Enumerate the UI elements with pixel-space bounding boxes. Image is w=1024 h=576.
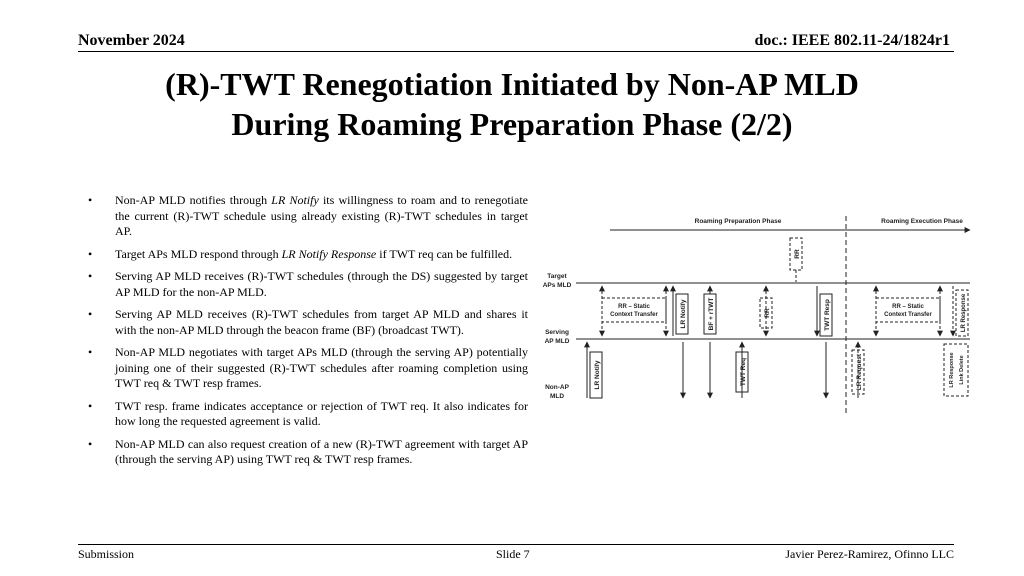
bf-rtwt-label: BF + rTWT <box>708 297 715 331</box>
rr-static-box-1 <box>602 298 666 322</box>
footer-author: Javier Perez-Ramirez, Ofinno LLC <box>785 547 954 561</box>
bullet-item: • TWT resp. frame indicates acceptance or rejection of TWT req. It also indicates for how long the requested agreement is valid. <box>88 398 528 428</box>
bullet-item: • Non-AP MLD can also request creation of a new (R)-TWT agreement with target AP (through the serving AP) using TWT req & TWT resp frames. <box>88 436 528 466</box>
lane-target-label-2: APs MLD <box>542 282 572 289</box>
bullet-item: • Non-AP MLD negotiates with target APs MLD (through the serving AP) potentially joining one of their suggested (R)-TWT schedules after roaming completion using TWT req & TWT resp frames. <box>88 345 528 390</box>
bullet-item: • Serving AP MLD receives (R)-TWT schedules (through the DS) suggested by target AP MLD for the non-AP MLD. <box>88 269 528 299</box>
lr-response-label-2: LR Response <box>949 352 955 388</box>
rr-static-label-2: Context Transfer <box>610 312 658 318</box>
rr-top-label: RR <box>794 249 801 259</box>
header-date: November 2024 <box>78 32 185 49</box>
lane-target-label-1: Target <box>547 273 567 280</box>
header-doc-id: doc.: IEEE 802.11-24/1824r1 <box>754 32 950 49</box>
slide-title <box>0 64 1024 144</box>
bullet-list <box>88 193 528 475</box>
footer-divider <box>78 544 954 545</box>
slide-title-line-1: (R)-TWT Renegotiation Initiated by Non-AP MLD <box>165 66 859 102</box>
rr-static-label-3: RR – Static <box>892 304 924 310</box>
phase-prep-label: Roaming Preparation Phase <box>694 218 782 225</box>
rr-static-label-4: Context Transfer <box>884 312 932 318</box>
roaming-sequence-diagram <box>538 210 978 425</box>
link-delete-label: Link Delete <box>959 355 965 385</box>
twt-req-label: TWT Req <box>740 357 747 387</box>
phase-exec-label: Roaming Execution Phase <box>881 218 963 225</box>
rr-static-label-1: RR – Static <box>618 304 650 310</box>
bullet-item: • Non-AP MLD notifies through LR Notify its willingness to roam and to renegotiate the current (R)-TWT schedule using already existing (R)-TWT schedules in target AP. <box>88 193 528 238</box>
lr-notify-label-2: LR Notify <box>680 299 687 329</box>
lr-request-label: LR Request <box>856 353 863 391</box>
lr-notify-label-1: LR Notify <box>594 360 601 390</box>
rr-static-box-2 <box>876 298 940 322</box>
lane-nonap-label-1: Non-AP <box>545 384 569 391</box>
header-divider <box>78 51 954 52</box>
lane-serving-label-2: AP MLD <box>544 338 570 345</box>
bullet-item: • Target APs MLD respond through LR Notify Response if TWT req can be fulfilled. <box>88 246 513 261</box>
rr-mid-label: RR <box>764 308 771 318</box>
lane-nonap-label-2: MLD <box>549 393 565 400</box>
slide-title-line-2: During Roaming Preparation Phase (2/2) <box>231 106 793 142</box>
lr-response-label-1: LR Response <box>961 293 967 333</box>
lane-serving-label-1: Serving <box>545 329 569 336</box>
bullet-item: • Serving AP MLD receives (R)-TWT schedules from target AP MLD and shares it with the non-AP MLD through the beacon frame (BF) (broadcast TWT). <box>88 307 528 337</box>
twt-resp-label: TWT Resp <box>824 299 831 331</box>
footer-submission: Submission <box>78 547 135 561</box>
footer-slide-number: Slide 7 <box>496 547 530 561</box>
